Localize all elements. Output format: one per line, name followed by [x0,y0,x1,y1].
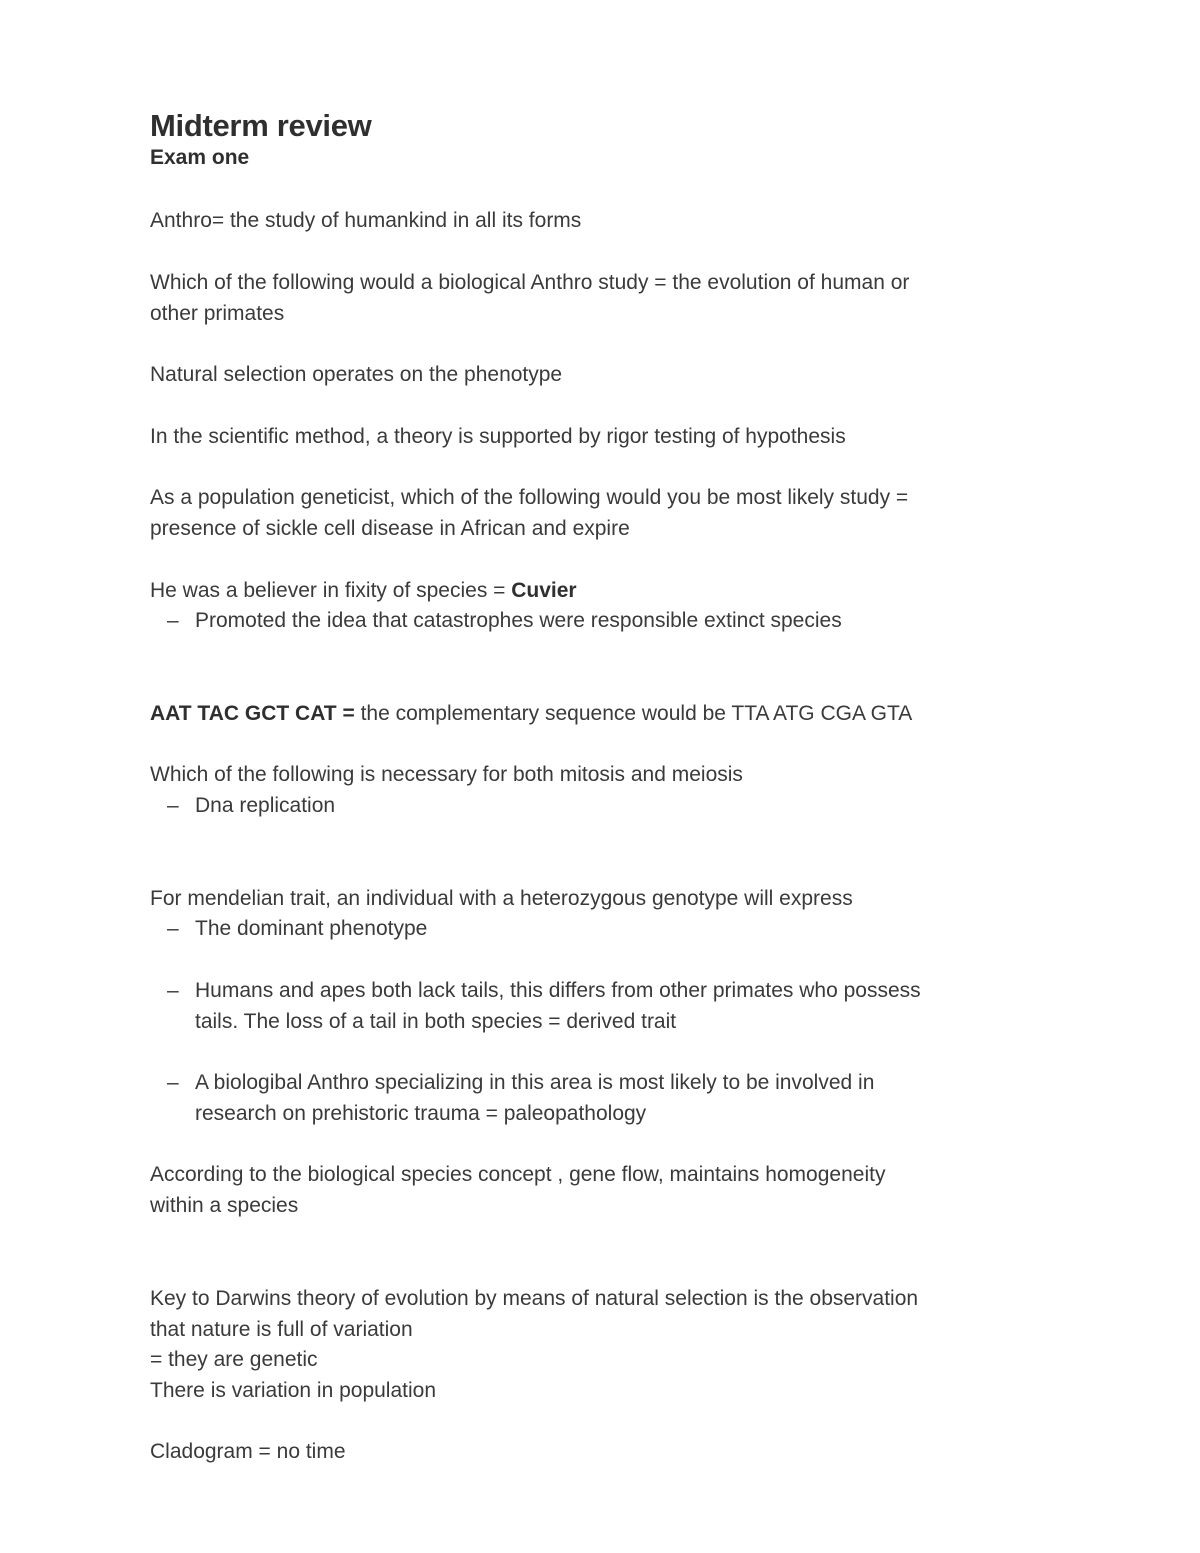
page-subtitle: Exam one [150,146,250,169]
note-dna-sequence [150,698,912,729]
note-anthro-definition: Anthro= the study of humankind in all its forms [150,209,582,232]
note-darwin-line3: = they are genetic [150,1348,318,1371]
bullet-text: Promoted the idea that catastrophes were responsible extinct species [195,609,842,632]
note-popgen-line2: presence of sickle cell disease in African and expire [150,517,630,540]
dash-glyph: – [167,917,179,940]
note-mendelian-q: For mendelian trait, an individual with a heterozygous genotype will express [150,887,853,910]
note-popgen-line1: As a population geneticist, which of the following would you be most likely study = [150,486,909,509]
note-fixity-of-species [150,575,577,606]
bullet-text-line1: Humans and apes both lack tails, this differs from other primates who possess [195,979,921,1002]
note-bsc-line2: within a species [150,1194,299,1217]
fixity-answer: Cuvier [511,579,577,602]
bullet-catastrophes [167,605,842,636]
bullet-text-line2: research on prehistoric trauma = paleopathology [195,1102,647,1125]
note-bio-anthro-q-line2: other primates [150,302,285,325]
note-scientific-method: In the scientific method, a theory is supported by rigor testing of hypothesis [150,425,846,448]
bullet-dna-replication [167,790,335,821]
note-mitosis-meiosis-q: Which of the following is necessary for both mitosis and meiosis [150,763,743,786]
note-cladogram: Cladogram = no time [150,1440,346,1463]
bullet-text: The dominant phenotype [195,917,428,940]
bullet-text-line1: A biologibal Anthro specializing in this area is most likely to be involved in [195,1071,875,1094]
bullet-paleopathology [167,1067,875,1125]
bullet-text: Dna replication [195,794,336,817]
dash-glyph: – [167,1071,179,1094]
bullet-text-line2: tails. The loss of a tail in both species = derived trait [195,1010,677,1033]
note-darwin-line4: There is variation in population [150,1379,437,1402]
dash-glyph: – [167,609,179,632]
note-bio-anthro-q-line1: Which of the following would a biological Anthro study = the evolution of human or [150,271,910,294]
note-bsc-line1: According to the biological species concept , gene flow, maintains homogeneity [150,1163,886,1186]
note-darwin-line2: that nature is full of variation [150,1318,413,1341]
dash-glyph: – [167,979,179,1002]
page-title: Midterm review [150,108,372,143]
note-darwin-line1: Key to Darwins theory of evolution by means of natural selection is the observation [150,1287,919,1310]
dna-sequence-answer: the complementary sequence would be TTA ATG CGA GTA [354,702,913,725]
note-natural-selection: Natural selection operates on the phenotype [150,363,563,386]
dna-sequence-bold: AAT TAC GCT CAT = [150,702,355,725]
bullet-tails [167,975,921,1033]
dash-glyph: – [167,794,179,817]
fixity-question: He was a believer in fixity of species = [150,579,512,602]
bullet-dominant-phenotype [167,913,427,944]
